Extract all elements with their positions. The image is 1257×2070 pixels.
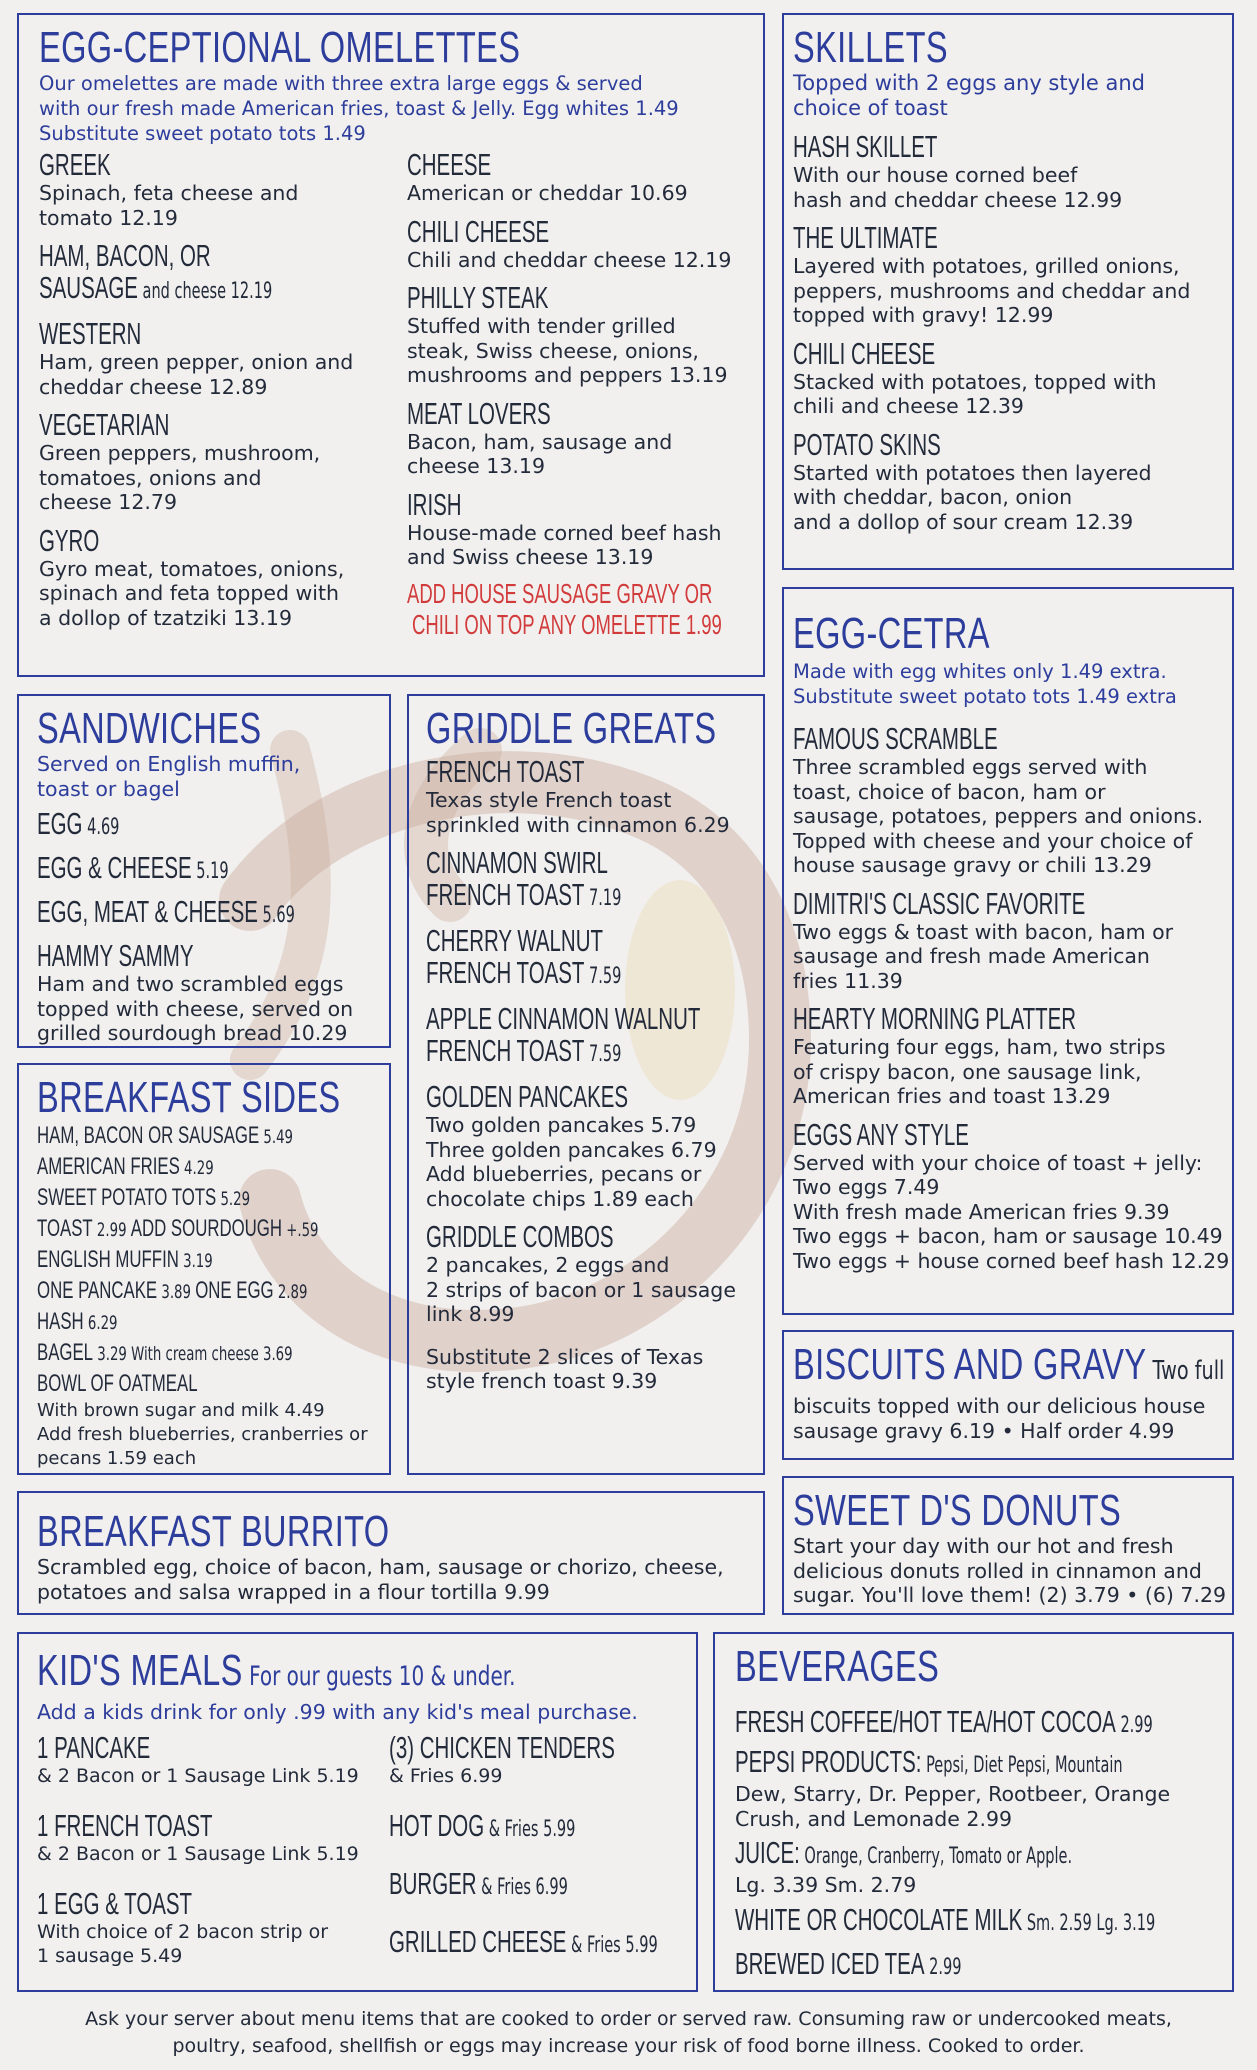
beverages-section bbox=[713, 1632, 1234, 1992]
menu-item: CHERRY WALNUT FRENCH TOAST 7.59 bbox=[426, 923, 622, 990]
section-title-sandwiches: SANDWICHES bbox=[37, 704, 262, 753]
section-title-beverages: BEVERAGES bbox=[735, 1642, 940, 1691]
menu-item: GRILLED CHEESE & Fries 5.99 bbox=[389, 1924, 658, 1959]
menu-item: (3) CHICKEN TENDERS & Fries 6.99 bbox=[389, 1730, 615, 1787]
menu-item: VEGETARIAN Green peppers, mushroom, tomatoes, onions and cheese 12.79 bbox=[39, 407, 321, 514]
side-item: TOAST 2.99 ADD SOURDOUGH +.59 bbox=[37, 1215, 319, 1242]
section-title-egg-cetra: EGG-CETRA bbox=[793, 609, 990, 658]
menu-item: GRIDDLE COMBOS 2 pancakes, 2 eggs and 2 strips of bacon or 1 sausage link 8.99 bbox=[426, 1219, 736, 1326]
side-item: BAGEL 3.29 With cream cheese 3.69 bbox=[37, 1339, 293, 1366]
menu-item: EGGS ANY STYLE Served with your choice of toast + jelly: Two eggs 7.49 With fresh made American fries 9.39 Two eggs + bacon, ham or sausage 10.49 Two eggs + house corned beef hash 12.29 bbox=[793, 1116, 1230, 1273]
section-title-breakfast-sides: BREAKFAST SIDES bbox=[37, 1073, 341, 1122]
omelettes-section bbox=[17, 13, 765, 677]
menu-item: FAMOUS SCRAMBLE Three scrambled eggs served with toast, choice of bacon, ham or sausage, potatoes, peppers and onions. Topped with cheese and your choice of house sausage gravy or chili 13.29 bbox=[793, 721, 1204, 877]
menu-item: GREEK Spinach, feta cheese and tomato 12.19 bbox=[39, 147, 299, 230]
menu-item: HAMMY SAMMY Ham and two scrambled eggs topped with cheese, served on grilled sourdough bread 10.29 bbox=[37, 938, 354, 1045]
omelettes-intro: Our omelettes are made with three extra large eggs & served with our fresh made American fries, toast & Jelly. Egg whites 1.49 Substitute sweet potato tots 1.49 bbox=[39, 72, 679, 145]
menu-item: HAM, BACON, OR SAUSAGE and cheese 12.19 bbox=[39, 238, 273, 305]
menu-item: PHILLY STEAK Stuffed with tender grilled steak, Swiss cheese, onions, mushrooms and peppers 13.19 bbox=[407, 280, 728, 387]
menu-item: GYRO Gyro meat, tomatoes, onions, spinach and feta topped with a dollop of tzatziki 13.19 bbox=[39, 522, 345, 630]
menu-item: JUICE: Orange, Cranberry, Tomato or Apple. Lg. 3.39 Sm. 2.79 bbox=[735, 1835, 1073, 1897]
side-item: BOWL OF OATMEAL bbox=[37, 1370, 198, 1397]
section-title-donuts: SWEET D'S DONUTS bbox=[793, 1486, 1122, 1535]
section-title-kids-meals: KID'S MEALS bbox=[37, 1646, 243, 1695]
griddle-substitute-note: Substitute 2 slices of Texas style french toast 9.39 bbox=[426, 1344, 704, 1393]
menu-item: CHILI CHEESE Stacked with potatoes, topped with chili and cheese 12.39 bbox=[793, 335, 1157, 418]
section-title-biscuits-gravy: BISCUITS AND GRAVY bbox=[793, 1340, 1147, 1389]
side-item: SWEET POTATO TOTS 5.29 bbox=[37, 1184, 251, 1211]
section-title-griddle-greats: GRIDDLE GREATS bbox=[426, 704, 717, 753]
section-title-skillets: SKILLETS bbox=[793, 23, 948, 72]
menu-item: HOT DOG & Fries 5.99 bbox=[389, 1808, 576, 1843]
menu-item: BURGER & Fries 6.99 bbox=[389, 1866, 568, 1901]
side-item: ONE PANCAKE 3.89 ONE EGG 2.89 bbox=[37, 1277, 308, 1304]
menu-item: FRESH COFFEE/HOT TEA/HOT COCOA 2.99 bbox=[735, 1704, 1153, 1739]
menu-item: PEPSI PRODUCTS: Pepsi, Diet Pepsi, Mountain Dew, Starry, Dr. Pepper, Rootbeer, Orange Crush, and Lemonade 2.99 bbox=[735, 1744, 1171, 1831]
menu-item: 1 PANCAKE & 2 Bacon or 1 Sausage Link 5.19 bbox=[37, 1730, 359, 1787]
section-title-omelettes: EGG-CEPTIONAL OMELETTES bbox=[39, 23, 521, 72]
kids-meals-section: KID'S MEALS For our guests 10 & under. Add a kids drink for only .99 with any kid's meal purchase. 1 PANCAKE & 2 Bacon or 1 Sausage Link 5.19 1 FRENCH TOAST & 2 Bacon or 1 Sausage Link 5.19 1 EGG & TOAST With choice of 2 bacon strip or 1 sausage 5.49 (3) CHICKEN TENDERS & Fries 6.99 HOT DOG & Fries 5.99 BURGER & Fries 6.99 GRILLED CHEESE & Fries 5.99 bbox=[17, 1632, 698, 1992]
menu-item: CHILI CHEESE Chili and cheddar cheese 12.19 bbox=[407, 213, 732, 272]
egg-cetra-section: EGG-CETRA Made with egg whites only 1.49 extra. Substitute sweet potato tots 1.49 extra FAMOUS SCRAMBLE Three scrambled eggs served with toast, choice of bacon, ham or sausage, potatoes, peppers and onions. Topped with cheese and your choice of house sausage gravy or chili 13.29 DIMITRI'S CLASSIC FAVORITE Two eggs & toast with bacon, ham or sausage and fresh made American fries 11.39 HEARTY MORNING PLATTER Featuring four eggs, ham, two strips of crispy bacon, one sausage link, American fries and toast 13.29 EGGS ANY STYLE Served with your choice of toast + jelly: Two eggs 7.49 With fresh made American fries 9.39 Two eggs + bacon, ham or sausage 10.49 Two eggs + house corned beef hash 12.29 bbox=[782, 587, 1234, 1315]
menu-item: HASH SKILLET With our house corned beef hash and cheddar cheese 12.99 bbox=[793, 129, 1123, 212]
menu-item: CHEESE American or cheddar 10.69 bbox=[407, 147, 688, 205]
menu-item: WESTERN Ham, green pepper, onion and cheddar cheese 12.89 bbox=[39, 316, 354, 399]
menu-item: BREWED ICED TEA 2.99 bbox=[735, 1945, 962, 1981]
breakfast-burrito-section: BREAKFAST BURRITO Scrambled egg, choice of bacon, ham, sausage or chorizo, cheese, potatoes and salsa wrapped in a flour tortilla 9.99 bbox=[17, 1491, 765, 1615]
menu-item: MEAT LOVERS Bacon, ham, sausage and cheese 13.19 bbox=[407, 395, 673, 478]
donuts-section: SWEET D'S DONUTS Start your day with our hot and fresh delicious donuts rolled in cinnamon and sugar. You'll love them! (2) 3.79 • (6) 7.29 bbox=[782, 1476, 1234, 1615]
menu-item: HEARTY MORNING PLATTER Featuring four eggs, ham, two strips of crispy bacon, one sausage link, American fries and toast 13.29 bbox=[793, 1001, 1166, 1108]
sandwiches-section: SANDWICHES Served on English muffin, toast or bagel EGG 4.69 EGG & CHEESE 5.19 EGG, MEAT & CHEESE 5.69 HAMMY SAMMY Ham and two scrambled eggs topped with cheese, served on grilled sourdough bread 10.29 bbox=[17, 694, 391, 1048]
menu-item: EGG, MEAT & CHEESE 5.69 bbox=[37, 894, 295, 929]
menu-item: GOLDEN PANCAKES Two golden pancakes 5.79 Three golden pancakes 6.79 Add blueberries, pecans or chocolate chips 1.89 each bbox=[426, 1079, 717, 1211]
side-item: HASH 6.29 bbox=[37, 1308, 118, 1335]
menu-item: POTATO SKINS Started with potatoes then layered with cheddar, bacon, onion and a dollop of sour cream 12.39 bbox=[793, 426, 1152, 534]
menu-item: IRISH House-made corned beef hash and Swiss cheese 13.19 bbox=[407, 486, 722, 569]
skillets-section: SKILLETS Topped with 2 eggs any style and choice of toast HASH SKILLET With our house corned beef hash and cheddar cheese 12.99 THE ULTIMATE Layered with potatoes, grilled onions, peppers, mushrooms and cheddar and topped with gravy! 12.99 CHILI CHEESE Stacked with potatoes, topped with chili and cheese 12.39 POTATO SKINS Started with potatoes then layered with cheddar, bacon, onion and a dollop of sour cream 12.39 bbox=[782, 13, 1234, 570]
side-item: HAM, BACON OR SAUSAGE 5.49 bbox=[37, 1122, 294, 1149]
biscuits-gravy-section: BISCUITS AND GRAVY Two full biscuits topped with our delicious house sausage gravy 6.19 • Half order 4.99 bbox=[782, 1330, 1234, 1460]
food-safety-disclaimer: Ask your server about menu items that are cooked to order or served raw. Consuming raw or undercooked meats, poultry, seafood, shellfish or eggs may increase your risk of food borne illness. Cooked to order. bbox=[85, 2008, 1172, 2057]
menu-item: WHITE OR CHOCOLATE MILK Sm. 2.59 Lg. 3.19 bbox=[735, 1901, 1156, 1937]
menu-item: EGG 4.69 bbox=[37, 806, 120, 841]
section-title-breakfast-burrito: BREAKFAST BURRITO bbox=[37, 1507, 390, 1556]
side-item: AMERICAN FRIES 4.29 bbox=[37, 1153, 214, 1180]
breakfast-sides-section: BREAKFAST SIDES HAM, BACON OR SAUSAGE 5.49 AMERICAN FRIES 4.29 SWEET POTATO TOTS 5.29 TOAST 2.99 ADD SOURDOUGH +.59 ENGLISH MUFFIN 3.19 ONE PANCAKE 3.89 ONE EGG 2.89 HASH 6.29 BAGEL 3.29 With cream cheese 3.69 BOWL OF OATMEAL With brown sugar and milk 4.49 Add fresh blueberries, cranberries or pecans 1.59 each bbox=[17, 1063, 391, 1475]
menu-item: DIMITRI'S CLASSIC FAVORITE Two eggs & toast with bacon, ham or sausage and fresh made American fries 11.39 bbox=[793, 885, 1174, 993]
menu-item: FRENCH TOAST Texas style French toast sprinkled with cinnamon 6.29 bbox=[426, 754, 730, 837]
menu-item: THE ULTIMATE Layered with potatoes, grilled onions, peppers, mushrooms and cheddar and topped with gravy! 12.99 bbox=[793, 220, 1191, 327]
menu-item: 1 FRENCH TOAST & 2 Bacon or 1 Sausage Link 5.19 bbox=[37, 1808, 359, 1865]
menu-item: CINNAMON SWIRL FRENCH TOAST 7.19 bbox=[426, 845, 622, 912]
menu-item: APPLE CINNAMON WALNUT FRENCH TOAST 7.59 bbox=[426, 1001, 701, 1068]
menu-item: EGG & CHEESE 5.19 bbox=[37, 850, 229, 885]
side-item: ENGLISH MUFFIN 3.19 bbox=[37, 1246, 213, 1273]
griddle-greats-section bbox=[407, 694, 765, 1475]
menu-item: 1 EGG & TOAST With choice of 2 bacon strip or 1 sausage 5.49 bbox=[37, 1886, 329, 1967]
omelette-addon-note: ADD HOUSE SAUSAGE GRAVY OR CHILI ON TOP ANY OMELETTE 1.99 bbox=[407, 577, 722, 640]
